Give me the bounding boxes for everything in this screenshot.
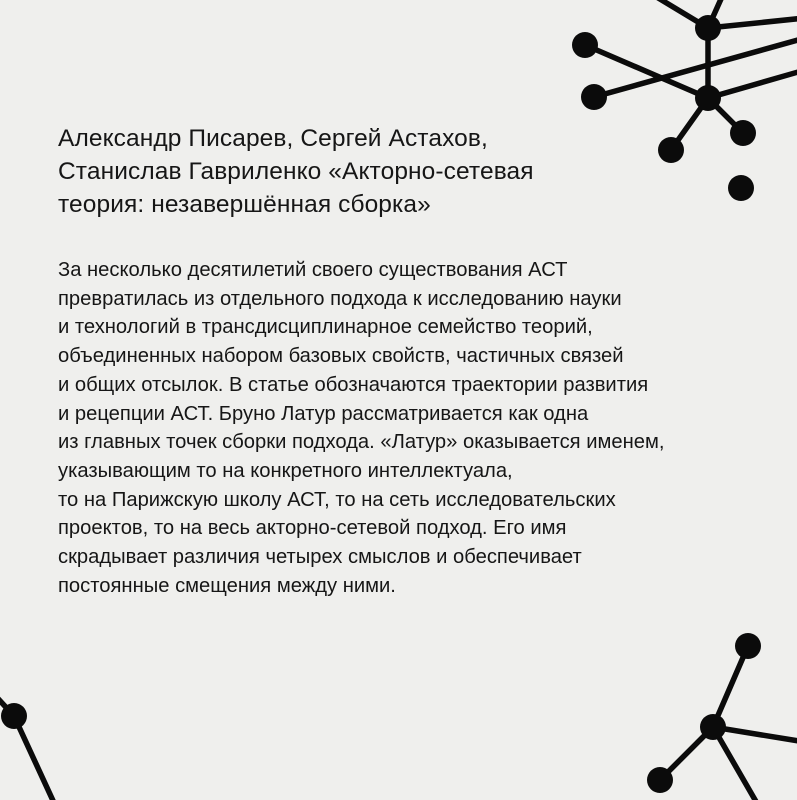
description-line: постоянные смещения между ними. bbox=[58, 574, 396, 597]
title-line: Станислав Гавриленко «Акторно-сетевая bbox=[58, 158, 534, 185]
post-description bbox=[58, 256, 758, 600]
description-line: и рецепции АСТ. Бруно Латур рассматривается как одна bbox=[58, 402, 589, 425]
description-line: объединенных набором базовых свойств, частичных связей bbox=[58, 345, 624, 368]
title-line: Александр Писарев, Сергей Астахов, bbox=[58, 125, 488, 152]
description-line: и технологий в трансдисциплинарное семейство теорий, bbox=[58, 316, 593, 339]
title-line: теория: незавершённая сборка» bbox=[58, 191, 431, 218]
description-line: проектов, то на весь акторно-сетевой подход. Его имя bbox=[58, 517, 567, 540]
post-title bbox=[58, 122, 658, 221]
description-line: скрадывает различия четырех смыслов и обеспечивает bbox=[58, 546, 582, 569]
description-line: указывающим то на конкретного интеллектуала, bbox=[58, 459, 513, 482]
description-line: и общих отсылок. В статье обозначаются траектории развития bbox=[58, 373, 649, 396]
description-line: За несколько десятилетий своего существования АСТ bbox=[58, 259, 568, 281]
description-line: из главных точек сборки подхода. «Латур» оказывается именем, bbox=[58, 431, 665, 454]
description-line: превратилась из отдельного подхода к исследованию науки bbox=[58, 287, 622, 310]
description-line: то на Парижскую школу АСТ, то на сеть исследовательских bbox=[58, 488, 616, 511]
